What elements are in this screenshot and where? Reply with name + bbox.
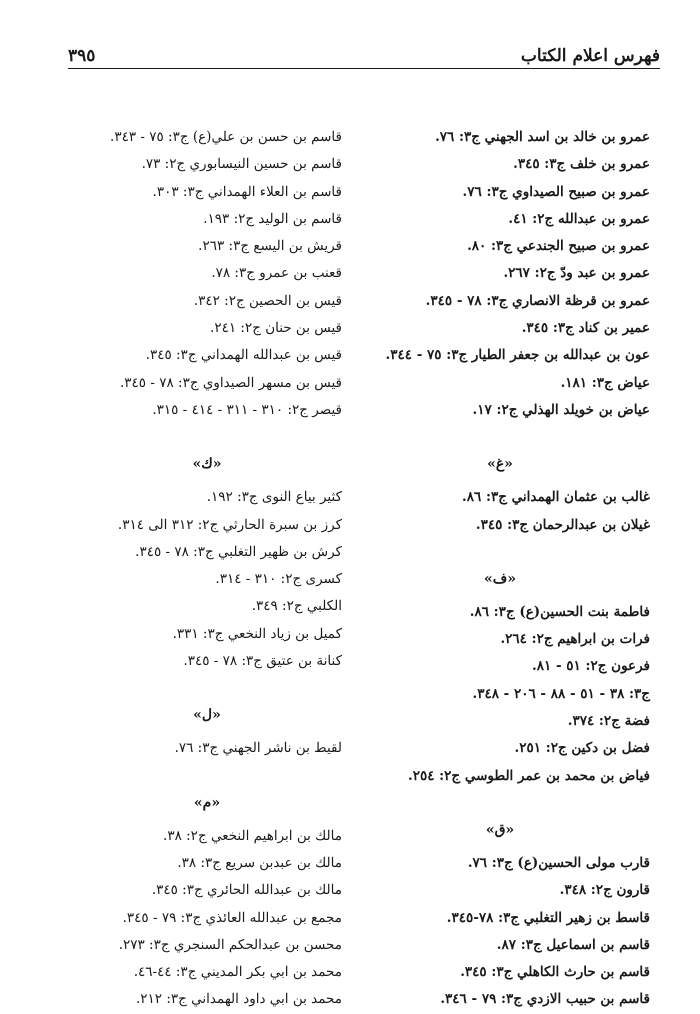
index-entry: مالك بن عبدبن سريع ج٣: ٣٨. bbox=[177, 854, 342, 871]
index-entry: قيس بن عبدالله الهمداني ج٣: ٣٤٥. bbox=[145, 347, 342, 364]
index-entry: كنانة بن عتيق ج٣: ٧٨ - ٣٤٥. bbox=[183, 653, 342, 670]
index-entry: كميل بن زياد النخعي ج٣: ٣٣١. bbox=[172, 625, 342, 642]
index-group bbox=[72, 823, 342, 1014]
index-entry: ج٣: ٣٨ - ٥١ - ٨٨ - ٢٠٦ - ٣٤٨. bbox=[472, 685, 650, 702]
letter-heading: «ل» bbox=[193, 707, 221, 724]
index-entry: محمد بن ابي داود الهمداني ج٣: ٢١٢. bbox=[135, 991, 342, 1008]
index-entry: عمرو بن خالد بن اسد الجهني ج٣: ٧٦. bbox=[435, 129, 650, 145]
index-entry: قارب مولى الحسين(ع) ج٣: ٧٦. bbox=[467, 854, 650, 871]
index-group bbox=[72, 124, 342, 424]
page-number: ٣٩٥ bbox=[68, 46, 96, 66]
index-entry: فرعون ج٢: ٥١ - ٨١. bbox=[532, 658, 650, 675]
index-entry: قيصر ج٢: ٣١٠ - ٣١١ - ٤١٤ - ٣١٥. bbox=[152, 401, 342, 418]
index-entry: غالب بن عثمان الهمداني ج٣: ٨٦. bbox=[462, 489, 650, 506]
index-entry: عمير بن كناد ج٣: ٣٤٥. bbox=[521, 320, 650, 337]
index-entry: فضة ج٢: ٣٧٤. bbox=[567, 713, 650, 730]
index-entry: مالك بن عبدالله الحائري ج٣: ٣٤٥. bbox=[151, 882, 342, 899]
index-entry: قيس بن الحصين ج٢: ٣٤٢. bbox=[193, 292, 342, 309]
index-entry: عمرو بن صبيح الصيداوي ج٣: ٧٦. bbox=[462, 183, 650, 200]
header-rule bbox=[68, 68, 660, 69]
index-group bbox=[350, 484, 650, 539]
index-entry: قاسم بن حسين النيسابوري ج٢: ٧٣. bbox=[141, 156, 342, 173]
index-entry: عون بن عبدالله بن جعفر الطيار ج٣: ٧٥ - ٣٤٤. bbox=[385, 347, 650, 364]
index-entry: فضل بن دكين ج٢: ٢٥١. bbox=[514, 740, 650, 757]
index-entry: عمرو بن عبد ودّ ج٢: ٢٦٧. bbox=[503, 265, 650, 282]
page-title: فهرس اعلام الكتاب bbox=[520, 46, 660, 66]
index-entry: غيلان بن عبدالرحمان ج٣: ٣٤٥. bbox=[475, 516, 650, 533]
index-group bbox=[350, 599, 650, 790]
index-entry: مالك بن ابراهيم النخعي ج٢: ٣٨. bbox=[163, 827, 342, 844]
index-entry: قاسم بن العلاء الهمداني ج٣: ٣٠٣. bbox=[152, 183, 342, 200]
index-entry: الكلبي ج٢: ٣٤٩. bbox=[251, 598, 342, 615]
left-column bbox=[72, 124, 342, 1014]
index-entry: عياض بن خويلد الهذلي ج٢: ١٧. bbox=[472, 401, 650, 418]
index-entry: قاسم بن حبيب الازدي ج٣: ٧٩ - ٣٤٦. bbox=[440, 991, 650, 1008]
index-entry: قيس بن حنان ج٢: ٢٤١. bbox=[210, 320, 342, 337]
index-entry: مجمع بن عبدالله العائذي ج٣: ٧٩ - ٣٤٥. bbox=[122, 909, 342, 926]
index-entry: عياض ج٣: ١٨١. bbox=[560, 374, 650, 391]
right-column bbox=[350, 124, 650, 1014]
index-entry: قاسم بن حارث الكاهلي ج٣: ٣٤٥. bbox=[460, 964, 650, 981]
index-group bbox=[72, 735, 342, 762]
index-entry: قاسم بن حسن بن علي(ع) ج٣: ٧٥ - ٣٤٣. bbox=[110, 129, 342, 145]
index-entry: قيس بن مسهر الصيداوي ج٣: ٧٨ - ٣٤٥. bbox=[119, 374, 342, 391]
letter-heading: «ق» bbox=[485, 821, 515, 838]
index-group bbox=[350, 124, 650, 424]
index-entry: لقيط بن ناشر الجهني ج٣: ٧٦. bbox=[174, 740, 342, 757]
index-entry: كسرى ج٢: ٣١٠ - ٣١٤. bbox=[215, 571, 342, 588]
index-entry: قارون ج٢: ٣٤٨. bbox=[559, 882, 650, 899]
index-entry: فرات بن ابراهيم ج٢: ٢٦٤. bbox=[500, 631, 650, 648]
index-group bbox=[72, 484, 342, 675]
index-group bbox=[350, 850, 650, 1014]
index-entry: قاسط بن زهير التغلبي ج٣: ٧٨-٣٤٥. bbox=[446, 909, 650, 926]
index-entry: محسن بن عبدالحكم السنجري ج٣: ٢٧٣. bbox=[118, 936, 342, 953]
index-entry: كرش بن ظهير التغلبي ج٣: ٧٨ - ٣٤٥. bbox=[135, 543, 342, 560]
letter-heading: «م» bbox=[193, 794, 221, 811]
letter-heading: «ف» bbox=[483, 570, 516, 587]
letter-heading: «ك» bbox=[192, 456, 222, 473]
index-entry: قاسم بن الوليد ج٢: ١٩٣. bbox=[203, 210, 342, 227]
index-entry: فاطمة بنت الحسين(ع) ج٣: ٨٦. bbox=[469, 603, 650, 620]
index-entry: قريش بن اليسع ج٣: ٢٦٣. bbox=[198, 238, 342, 255]
page-header bbox=[68, 36, 660, 66]
index-entry: فياض بن محمد بن عمر الطوسي ج٢: ٢٥٤. bbox=[408, 767, 650, 784]
index-entry: عمرو بن عبدالله ج٢: ٤١. bbox=[508, 210, 650, 227]
index-entry: كثير بياع النوى ج٣: ١٩٢. bbox=[206, 489, 342, 506]
index-entry: كرز بن سبرة الحارثي ج٢: ٣١٢ الى ٣١٤. bbox=[117, 516, 342, 533]
index-entry: قاسم بن اسماعيل ج٣: ٨٧. bbox=[496, 936, 650, 953]
index-entry: عمرو بن قرظة الانصاري ج٣: ٧٨ - ٣٤٥. bbox=[425, 292, 650, 309]
index-entry: محمد بن ابي بكر المديني ج٣: ٤٤-٤٦. bbox=[133, 964, 342, 981]
letter-heading: «غ» bbox=[487, 456, 513, 473]
index-entry: عمرو بن خلف ج٣: ٣٤٥. bbox=[513, 156, 650, 173]
index-entry: عمرو بن صبيح الجندعي ج٣: ٨٠. bbox=[467, 238, 650, 255]
index-entry: قعنب بن عمرو ج٣: ٧٨. bbox=[211, 265, 342, 282]
